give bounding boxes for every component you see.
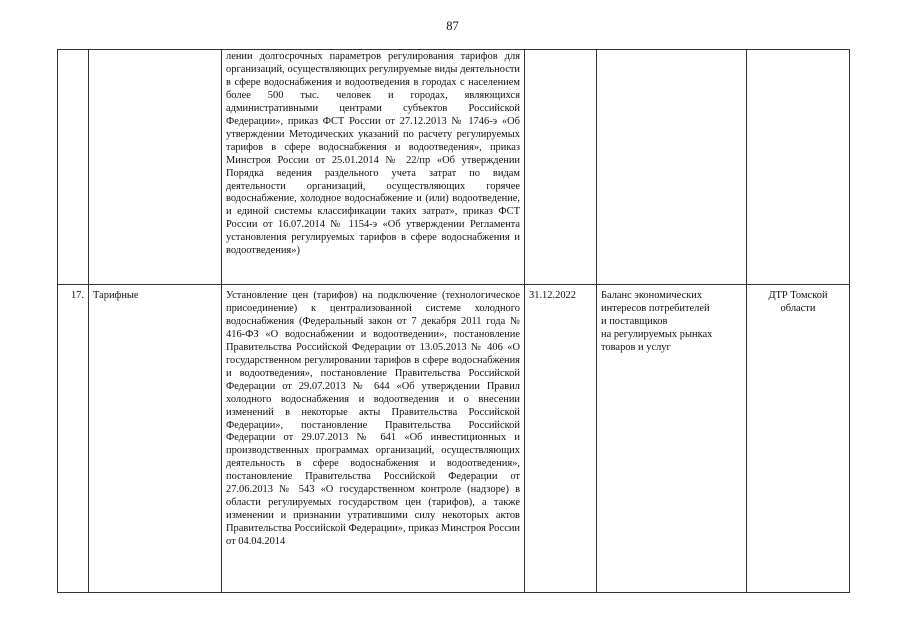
measure-description-cell: лении долгосрочных параметров регулирования тарифов для организаций, осуществляющих регулируемые виды деятельности в сфере водоснабжения и водоотведения в городах с населением более 500 тыс. человек и городах, являющихся административными центрами субъектов Российской Федерации», приказ ФСТ России от 27.12.2013 № 1746-э «Об утверждении Методических указаний по расчету регулируемых тарифов в сфере водоснабжения и водоотведения», приказ Минстроя России от 25.01.2014 № 22/пр «Об утверждении Порядка ведения раздельного учета затрат по видам деятельности организаций, осуществляющих горячее водоснабжение, холодное водоснабжение и (или) водоотведение, и единой системы классификации таких затрат», приказ ФСТ России от 16.07.2014 № 1154-э «Об утверждении Регламента установления регулируемых тарифов в сфере водоснабжения и водоотведения») [222,50,525,285]
table-row [58,50,850,285]
page-number: 87 [446,19,459,33]
deadline-cell: 31.12.2022 [525,285,597,593]
measure-name-cell [89,50,222,285]
goal-line: и поставщиков [601,315,668,327]
goal-line: на регулируемых рынках товаров и услуг [601,328,713,353]
responsible-cell [747,50,850,285]
deadline-cell [525,50,597,285]
measure-description-cell: Установление цен (тарифов) на подключение (технологическое присоединение) к централизованной системе холодного водоснабжения (Федеральный закон от 7 декабря 2011 года № 416-ФЗ «О водоснабжении и водоотведении», постановление Правительства Российской Федерации от 13.05.2013 № 406 «О государственном регулировании тарифов в сфере водоснабжения и водоотведения», постановление Правительства Российской Федерации от 29.07.2013 № 644 «Об утверждении Правил холодного водоснабжения и водоотведения и о внесении изменений в некоторые акты Правительства Российской Федерации», постановление Правительства Российской Федерации от 29.07.2013 № 641 «Об инвестиционных и производственных программах организаций, осуществляющих деятельность в сфере водоснабжения и водоотведения», постановление Правительства Российской Федерации от 27.06.2013 № 543 «О государственном контроле (надзоре) в области регулируемых государством цен (тарифов), а также изменении и признании утратившими силу некоторых актов Правительства Российской Федерации», приказ Минстроя России от 04.04.2014 [222,285,525,593]
goal-line: Баланс экономических интересов потребителей [601,290,710,314]
goal-cell [597,285,747,593]
row-number-cell [58,50,89,285]
table-row [58,285,850,593]
row-number-cell: 17. [58,285,89,593]
responsible-cell: ДТР Томской области [747,285,850,593]
measures-table [57,49,850,593]
goal-cell [597,50,747,285]
measure-name-cell: Тарифные [89,285,222,593]
